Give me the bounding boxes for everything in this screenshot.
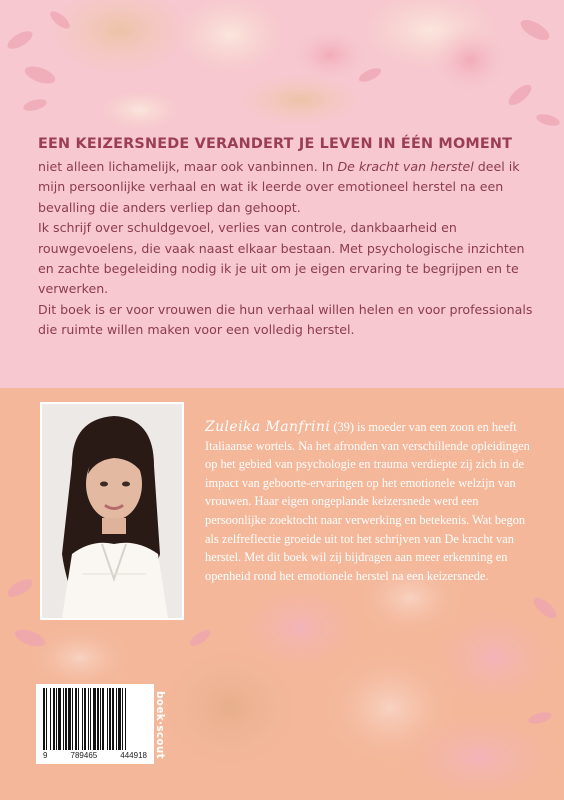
isbn-number	[41, 751, 149, 760]
blurb-paragraph-3: Dit boek is er voor vrouwen die hun verhaal willen helen en voor professionals die ruimte willen maken voor een volledig herstel.	[38, 301, 533, 338]
blurb-paragraph-2: Ik schrijf over schuldgevoel, verlies van controle, dankbaarheid en rouwgevoelens, die vaak naast elkaar bestaan. Met psychologische inzichten en zachte begeleiding nodig ik je uit om je eigen ervaring te begrijpen en te verwerken.	[38, 220, 525, 297]
isbn-group-1: 789465	[70, 751, 98, 760]
isbn-lead: 9	[43, 751, 48, 760]
publisher-logo	[151, 688, 169, 762]
blurb-intro-text: niet alleen lichamelijk, maar ook vanbinnen. In	[38, 159, 338, 174]
blurb	[38, 157, 543, 341]
floral-decoration-top	[0, 0, 564, 135]
isbn-barcode	[36, 684, 154, 764]
author-name: Zuleika Manfrini	[205, 419, 331, 435]
back-cover-bottom-panel	[0, 388, 564, 800]
blurb-continuation-text: deel ik mijn persoonlijke verhaal en wat ik leerde over emotioneel herstel na een bevalling die anders verliep dan gehoopt.	[38, 159, 520, 215]
book-title-inline: De kracht van herstel	[337, 159, 474, 174]
headline: EEN KEIZERSNEDE VERANDERT JE LEVEN IN ÉÉN MOMENT	[38, 136, 513, 152]
author-bio	[205, 418, 541, 585]
isbn-group-2: 444918	[120, 751, 147, 760]
publisher-name: boek·scout	[154, 690, 166, 760]
blurb-paragraph-1	[38, 157, 543, 218]
barcode-bars	[41, 688, 149, 750]
author-photo	[40, 402, 184, 620]
back-cover-top-panel	[0, 0, 564, 388]
author-bio-text: (39) is moeder van een zoon en heeft Italiaanse wortels. Na het afronden van verschillende opleidingen op het gebied van psychologie en trauma verdiepte zij zich in de impact van geboorte-ervaringen op het emotionele welzijn van vrouwen. Haar eigen ongeplande keizersnede werd een persoonlijke zoektocht naar verwerking en betekenis. Wat begon als zelfreflectie groeide uit tot het schrijven van De kracht van herstel. Met dit boek wil zij bijdragen aan meer erkenning en openheid rond het emotionele herstel na een keizersnede.	[205, 420, 530, 583]
